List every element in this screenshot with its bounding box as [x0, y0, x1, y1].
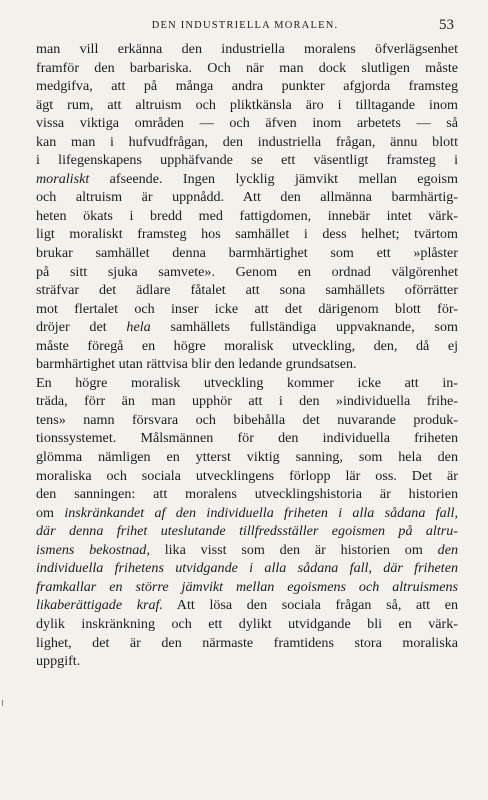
- text-line: [36, 77, 458, 96]
- text-line: [36, 170, 458, 189]
- text-run: ägt rum, att altruism och pliktkänsla äro i tilltagande inom: [36, 96, 458, 113]
- text-line: [36, 188, 458, 207]
- text-line: [36, 337, 458, 356]
- text-run: i lifegenskapens upphäfvande se ett väsentligt framsteg i: [36, 152, 458, 169]
- text-line: [36, 133, 458, 152]
- running-head: [36, 17, 454, 36]
- text-run: samhällets fullständiga uppvaknande, som: [150, 319, 458, 336]
- text-line: [36, 596, 458, 615]
- text-run: mot flertalet och inser icke att det därigenom blott för-: [36, 300, 458, 317]
- italic-run: likaberättigade kraf.: [36, 597, 163, 614]
- text-run: på sitt sjuka samvete». Genom en ordnad välgörenhet: [36, 263, 458, 280]
- text-run: En högre moralisk utveckling kommer icke att in-: [36, 374, 458, 391]
- italic-run: den: [437, 541, 458, 558]
- text-line: [36, 429, 458, 448]
- text-run: Att lösa den sociala frågan så, att en: [162, 597, 458, 614]
- text-run: afseende. Ingen lycklig jämvikt mellan egoism: [89, 170, 458, 187]
- text-line: [36, 96, 458, 115]
- text-line: [36, 392, 458, 411]
- text-line: [36, 411, 458, 430]
- text-line: [36, 504, 458, 523]
- text-line: [36, 485, 458, 504]
- text-run: tionssystemet. Målsmännen för den individuella friheten: [36, 430, 458, 447]
- text-run: den sanningen: att moralens utvecklingshistoria är historien: [36, 486, 458, 503]
- text-run: glömma nämligen en ytterst viktig sanning, som hela den: [36, 449, 458, 466]
- body-text: [36, 40, 458, 671]
- text-run: dylik inskränkning och ett dylikt utvidgande bli en värk-: [36, 615, 458, 632]
- text-line: [36, 300, 458, 319]
- text-run: sträfvar det ädlare fåtalet att sona samhällets oförrätter: [36, 282, 458, 299]
- text-line: [36, 59, 458, 78]
- text-line: [36, 522, 458, 541]
- text-line: [36, 244, 458, 263]
- text-run: måste föregå en högre moralisk utveckling, den, då ej: [36, 337, 458, 354]
- text-run: vissa viktiga områden — och äfven inom arbetets — så: [36, 115, 458, 132]
- scan-artifact: [2, 700, 3, 706]
- text-run: tens» namn försvara och bibehålla det nuvarande produk-: [36, 411, 458, 428]
- text-line: [36, 374, 458, 393]
- text-run: framför den barbariska. Och när man dock slutligen måste: [36, 59, 458, 76]
- text-line: [36, 448, 458, 467]
- text-line: [36, 634, 458, 653]
- text-run: lika visst som den är historien om: [149, 541, 438, 558]
- text-run: medgifva, att på många andra punkter afgjorda framsteg: [36, 78, 458, 95]
- text-run: brukar samhället denna barmhärtighet som ett »plåster: [36, 245, 458, 262]
- text-run: lighet, det är den närmaste framtidens stora moraliska: [36, 634, 458, 651]
- text-run: kan man i hufvudfrågan, den industriella frågan, ännu blott: [36, 133, 458, 150]
- text-line: [36, 578, 458, 597]
- text-line: [36, 151, 458, 170]
- text-line: [36, 207, 458, 226]
- text-line: [36, 615, 458, 634]
- italic-run: hela: [126, 319, 151, 336]
- text-run: moraliska och sociala utvecklingens förlopp lär oss. Det är: [36, 467, 458, 484]
- text-run: barmhärtighet utan rättvisa blir den ledande grundsatsen.: [36, 356, 357, 373]
- text-line: [36, 263, 458, 282]
- text-line: [36, 281, 458, 300]
- text-line: [36, 40, 458, 59]
- text-line: [36, 318, 458, 337]
- italic-run: individuella frihetens utvidgande i alla sådana fall, där friheten: [36, 560, 458, 577]
- text-run: och altruism är uppnådd. Att den allmänna barmhärtig-: [36, 189, 458, 206]
- text-line: [36, 225, 458, 244]
- italic-run: ismens bekostnad,: [36, 541, 150, 558]
- text-line: [36, 559, 458, 578]
- text-run: träda, förr än man upphör att i den »individuella frihe-: [36, 393, 458, 410]
- text-line: [36, 467, 458, 486]
- page-number: 53: [439, 17, 454, 33]
- text-line: [36, 114, 458, 133]
- text-run: dröjer det: [36, 319, 127, 336]
- text-run: heten ökats i bredd med fattigdomen, innebär intet värk-: [36, 207, 458, 224]
- italic-run: framkallar en större jämvikt mellan egoismens och altruismens: [36, 578, 458, 595]
- text-run: man vill erkänna den industriella moralens öfverlägsenhet: [36, 41, 458, 57]
- text-run: uppgift.: [36, 653, 81, 670]
- text-line: [36, 541, 458, 560]
- italic-run: inskränkandet af den individuella friheten i alla sådana fall,: [64, 504, 458, 521]
- text-run: om: [36, 504, 65, 521]
- running-head-title: DEN INDUSTRIELLA MORALEN.: [151, 20, 339, 31]
- text-line: [36, 355, 458, 374]
- italic-run: moraliskt: [36, 170, 90, 187]
- italic-run: där denna frihet uteslutande tillfredsställer egoismen på altru-: [36, 523, 458, 540]
- text-line: [36, 652, 458, 671]
- text-run: ligt moraliskt framsteg hos samhället i dess helhet; tvärtom: [36, 226, 458, 243]
